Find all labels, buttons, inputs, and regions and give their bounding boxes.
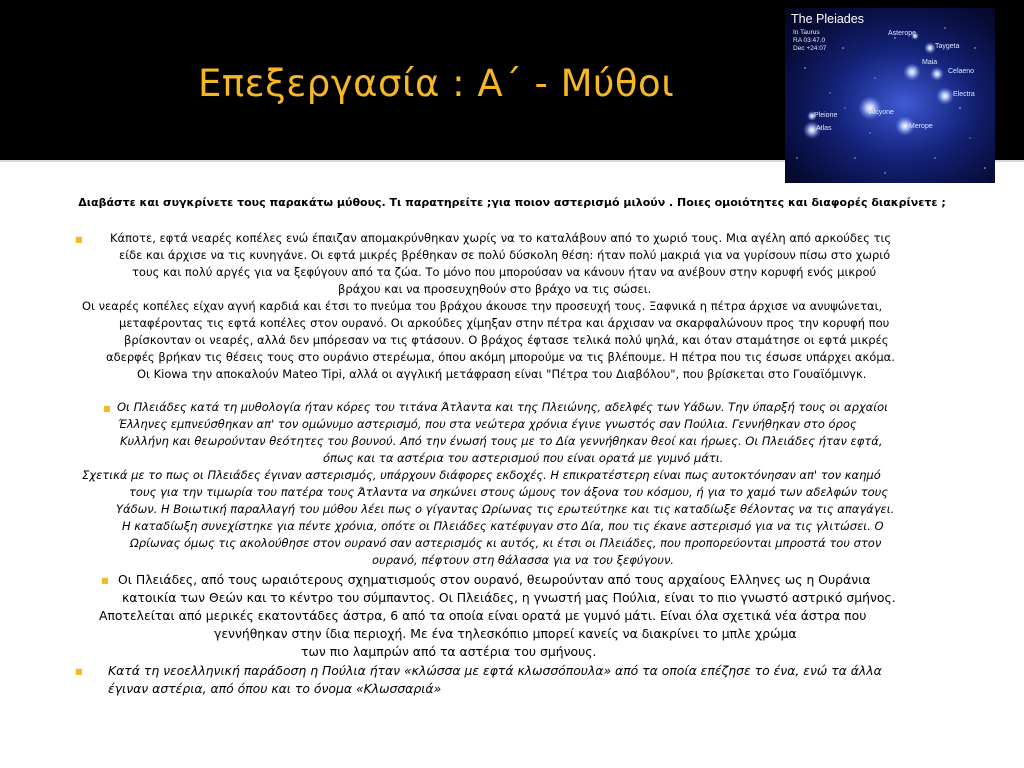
star-label-atlas: Atlas — [816, 125, 832, 132]
star-label-maia: Maia — [922, 59, 938, 66]
myth3-line: Αποτελείται από μερικές εκατοντάδες άστρα, 6 από τα οποία είναι ορατά με γυμνό μάτι. Είναι όλα σχετικά νέα άστρα που — [99, 608, 867, 623]
myth1-line: αδερφές βρήκαν τις θέσεις τους στο ουράνιο στερέωμα, όπου ακόμη μπορούμε να τις βλέπουμε. Η πέτρα που τις έσωσε υπάρχει ακόμα. — [106, 350, 895, 364]
myth3-line: κατοικία των Θεών και το κέντρο του σύμπαντος. Οι Πλειάδες, η γνωστή μας Πούλια, είναι το πιο γνωστό αστρικό σμήνος. — [122, 590, 896, 605]
image-title: The Pleiades — [791, 12, 864, 26]
myth3-line: γεννήθηκαν στην ίδια περιοχή. Με ένα τηλεσκόπιο μπορεί κανείς να διακρίνει το μπλε χρώμα — [214, 626, 797, 641]
myth2-line: ουρανό, πέφτουν στη θάλασσα για να του ξεφύγουν. — [372, 553, 675, 567]
myth1-line: είδε και άρχισε να τις κυνηγάνε. Οι εφτά μικρές βρέθηκαν σε πολύ δύσκολη θέση: ήταν πολύ μακριά για να γυρίσουν πίσω στο χωριό — [119, 248, 891, 262]
myth2-line: Η καταδίωξη συνεχίστηκε για πέντε χρόνια, οπότε οι Πλειάδες κατέφυγαν στο Δία, που τις έκανε αστερισμό για να τις γλιτώσει. Ο — [122, 519, 884, 533]
myth2-line: όπως και τα αστέρια του αστερισμού που είναι ορατά με γυμνό μάτι. — [323, 451, 724, 465]
star-label-alcyone: Alcyone — [869, 109, 894, 116]
image-coord-constellation: In Taurus — [793, 29, 820, 36]
myth1-line: τους και πολύ αργές για να ξεφύγουν από τα ζώα. Το μόνο που μπορούσαν να κάνουν ήταν να ανέβουν στην κορυφή ενός μικρού — [132, 265, 877, 279]
instructions-prompt: Διαβάστε και συγκρίνετε τους παρακάτω μύθους. Τι παρατηρείτε ;για ποιον αστερισμό μιλούν . Ποιες ομοιότητες και διαφορές διακρίνετε ; — [78, 196, 946, 209]
myth2-line: Κυλλήνη και θεωρούνταν θεότητες του βουνού. Από την ένωσή τους με το Δία γεννήθηκαν θεοί και ήρωες. Οι Πλειάδες ήταν εφτά, — [120, 434, 883, 448]
star-label-taygeta: Taygeta — [935, 43, 960, 50]
myth2-line: Έλληνες εμπνεύσθηκαν απ' τον ομώνυμο αστερισμό, που στα νεώτερα χρόνια έγινε γνωστός σαν Πούλια. Γεννήθηκαν στο όρος — [118, 417, 857, 431]
myth3-line: Οι Πλειάδες, από τους ωραιότερους σχηματισμούς στον ουρανό, θεωρούνταν από τους αρχαίους Ελληνες ως η Ουράνια — [118, 572, 871, 587]
bullet-icon: ■ — [75, 667, 83, 676]
myth2-line: Υάδων. Η Βοιωτική παραλλαγή του μύθου λέει πως ο γίγαντας Ωρίωνας τις ερωτεύτηκε και τις καταδίωξε θέλοντας να τις απαγάγει. — [116, 502, 895, 516]
star-label-asterope: Asterope — [888, 30, 917, 37]
myth1-line: Οι νεαρές κοπέλες είχαν αγνή καρδιά και έτσι το πνεύμα του βράχου άκουσε την προσευχή τους. Ξαφνικά η πέτρα άρχισε να ανυψώνεται, — [82, 299, 883, 313]
myth1-line: Οι Kiowa την αποκαλούν Mateo Tipi, αλλά οι αγγλική μετάφραση είναι "Πέτρα του Διαβόλου", που βρίσκεται στο Γουαϊόμινγκ. — [137, 367, 867, 381]
page-title: Επεξεργασία : Α΄ - Μύθοι — [198, 62, 675, 105]
myth4-line: Κατά τη νεοελληνική παράδοση η Πούλια ήταν «κλώσσα με εφτά κλωσσόπουλα» από τα οποία επέζησε το ένα, ενώ τα άλλα — [108, 663, 882, 678]
myth1-line: μεταφέροντας τις εφτά κοπέλες στον ουρανό. Οι αρκούδες χίμηξαν στην πέτρα και άρχισαν να σκαρφαλώνουν προς την κορυφή που — [119, 316, 890, 330]
myth1-line: Κάποτε, εφτά νεαρές κοπέλες ενώ έπαιζαν απομακρύνθηκαν χωρίς να το καταλάβουν από το χωριό τους. Μια αγέλη από αρκούδες τις — [110, 231, 892, 245]
pleiades-star-chart-image — [785, 8, 995, 183]
bullet-icon: ■ — [103, 404, 111, 413]
star-label-merope: Merope — [909, 123, 933, 130]
bullet-icon: ■ — [101, 576, 109, 585]
myth4-line: έγιναν αστέρια, από όπου και το όνομα «Κλωσσαριά» — [108, 681, 442, 696]
image-coord-dec: Dec +24:07 — [793, 45, 827, 52]
myth2-line: Οι Πλειάδες κατά τη μυθολογία ήταν κόρες του τιτάνα Άτλαντα και της Πλειώνης, αδελφές των Υάδων. Την ύπαρξή τους οι αρχαίοι — [117, 400, 889, 414]
star-label-celaeno: Celaeno — [948, 68, 975, 75]
bullet-icon: ■ — [75, 235, 83, 244]
myth2-line: Σχετικά με το πως οι Πλειάδες έγιναν αστερισμός, υπάρχουν διάφορες εκδοχές. Η επικρατέστερη είναι πως αυτοκτόνησαν απ' τον καημό — [82, 468, 881, 482]
myth1-line: βρίσκονταν οι νεαρές, αλλά δεν μπόρεσαν να τις φτάσουν. Ο βράχος έφτασε τελικά πολύ ψηλά, και όταν σταμάτησε οι εφτά μικρές — [124, 333, 889, 347]
myth2-line: Ωρίωνας όμως τις ακολούθησε στον ουρανό σαν αστερισμός κι αυτός, κι έτσι οι Πλειάδες, που προπορεύονται μπροστά του στον — [130, 536, 882, 550]
star-label-electra: Electra — [953, 91, 975, 98]
myth2-line: τους για την τιμωρία του πατέρα τους Άτλαντα να σηκώνει στους ώμους τον άξονα του κόσμου, ή για το χαμό των αδελφών τους — [129, 485, 889, 499]
image-coord-ra: RA 03:47.0 — [793, 37, 826, 44]
myth3-line: των πιο λαμπρών από τα αστέρια του σμήνους. — [301, 644, 597, 659]
star-label-pleione: Pleione — [814, 112, 838, 119]
myth1-line: βράχου και να προσευχηθούν στο βράχο να τις σώσει. — [338, 282, 652, 296]
